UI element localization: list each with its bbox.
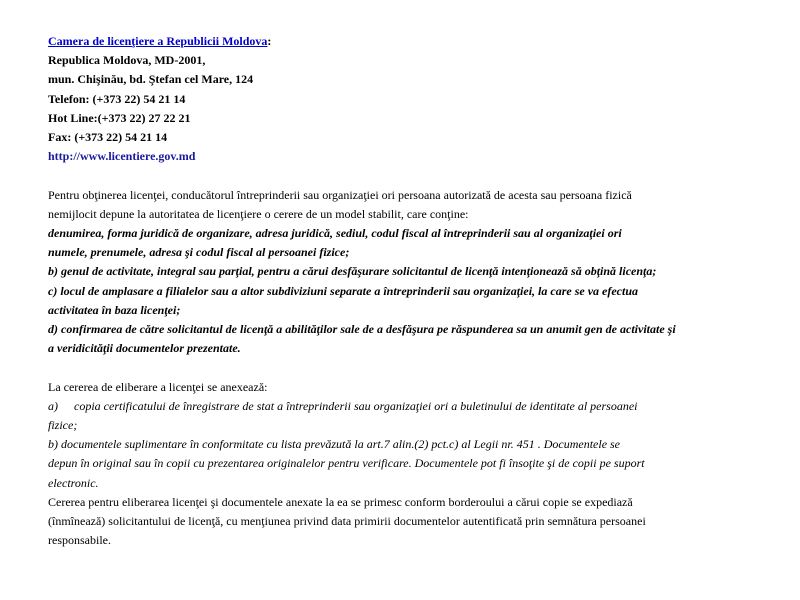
annex-b-line-3: electronic. <box>48 475 99 490</box>
annex-b-line-1: b) documentele suplimentare în conformitate cu lista prevăzută la art.7 alin.(2) pct.c) al Legii nr. 451 . Documentele se <box>48 437 621 452</box>
annex-a-label: a) <box>48 398 58 413</box>
requirement-a-line-2: numele, prenumele, adresa şi codul fiscal al persoanei fizice; <box>48 245 350 260</box>
agency-suffix: : <box>267 34 272 48</box>
requirements-intro-line-1: Pentru obţinerea licenţei, conducătorul întreprinderii sau organizaţiei ori persoana autorizată de acesta sau persoana fizică <box>48 187 632 202</box>
fax-line: Fax: (+373 22) 54 21 14 <box>48 130 168 145</box>
hotline-line: Hot Line:(+373 22) 27 22 21 <box>48 110 191 125</box>
annex-a-line-2: fizice; <box>48 418 78 433</box>
address-line-1: Republica Moldova, MD-2001, <box>48 53 206 68</box>
annex-a-text: copia certificatului de înregistrare de stat a întreprinderii sau organizaţiei ori a buletinului de identitate al persoanei <box>74 398 638 413</box>
document-page <box>48 32 758 550</box>
annex-b-line-2: depun în original sau în copii cu prezentarea originalelor pentru verificare. Documentele pot fi însoţite şi de copii pe suport <box>48 456 645 471</box>
agency-link[interactable]: Camera de licenţiere a Republicii Moldova <box>48 34 268 48</box>
website-link[interactable]: http://www.licentiere.gov.md <box>48 149 196 164</box>
requirement-d-line-2: a veridicităţii documentelor prezentate. <box>48 341 241 356</box>
spacer <box>48 166 758 185</box>
annexes-block <box>48 378 758 551</box>
requirement-a-line-1: denumirea, forma juridică de organizare, adresa juridică, sediul, codul fiscal al întreprinderii sau al organizaţiei ori <box>48 226 622 241</box>
closing-line-3: responsabile. <box>48 533 111 548</box>
requirement-b: b) genul de activitate, integral sau parţial, pentru a cărui desfăşurare solicitantul de licenţă intenţionează să obţină licenţa; <box>48 264 657 279</box>
requirement-c-line-1: c) locul de amplasare a filialelor sau a altor subdiviziuni separate a întreprinderii sau organizaţiei, la care se va efectua <box>48 283 639 298</box>
annex-a-line-1 <box>48 397 758 416</box>
annexes-intro: La cererea de eliberare a licenţei se anexează: <box>48 379 268 394</box>
requirements-intro-line-2: nemijlocit depune la autoritatea de licenţiere o cerere de un model stabilit, care conţine: <box>48 206 469 221</box>
phone-line: Telefon: (+373 22) 54 21 14 <box>48 91 186 106</box>
requirements-block <box>48 186 758 359</box>
closing-line-1: Cererea pentru eliberarea licenţei şi documentele anexate la ea se primesc conform borderoului a cărui copie se expediază <box>48 494 633 509</box>
closing-line-2: (înmînează) solicitantului de licenţă, cu menţiunea privind data primirii documentelor autentificată prin semnătura persoanei <box>48 514 646 529</box>
requirement-d-line-1: d) confirmarea de către solicitantul de licenţă a abilităţilor sale de a desfăşura pe răspunderea sa un anumit gen de activitate şi <box>48 322 676 337</box>
requirement-c-line-2: activitatea în baza licenţei; <box>48 302 181 317</box>
address-line-2: mun. Chişinău, bd. Ştefan cel Mare, 124 <box>48 72 254 87</box>
spacer <box>48 358 758 377</box>
agency-line <box>48 32 758 51</box>
contact-block <box>48 32 758 166</box>
